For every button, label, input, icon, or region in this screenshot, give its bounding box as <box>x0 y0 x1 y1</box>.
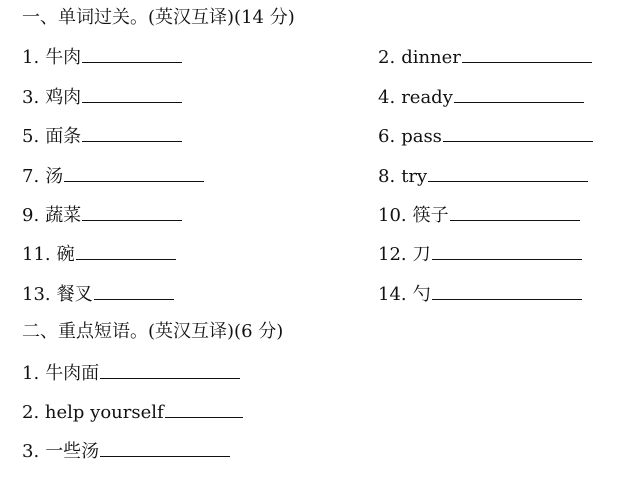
answer-blank[interactable] <box>82 84 182 103</box>
vocab-item-5 <box>22 123 182 149</box>
answer-blank[interactable] <box>82 44 182 63</box>
item-number: 7. <box>22 166 40 187</box>
answer-blank[interactable] <box>76 241 176 260</box>
item-text: help yourself <box>44 402 164 423</box>
item-text: 面条 <box>45 126 82 147</box>
item-number: 8. <box>378 166 396 187</box>
item-text: 牛肉面 <box>45 363 100 384</box>
item-text: 一些汤 <box>45 441 100 462</box>
vocab-item-11 <box>22 241 176 267</box>
vocab-item-4 <box>378 84 584 110</box>
vocab-item-10 <box>378 202 580 228</box>
answer-blank[interactable] <box>428 163 588 182</box>
item-number: 3. <box>22 441 40 462</box>
item-text: ready <box>401 87 453 108</box>
item-number: 6. <box>378 126 396 147</box>
answer-blank[interactable] <box>64 163 204 182</box>
phrase-item-3 <box>22 438 230 464</box>
vocab-item-1 <box>22 44 182 70</box>
answer-blank[interactable] <box>450 202 580 221</box>
item-number: 2. <box>22 402 40 423</box>
item-number: 4. <box>378 87 396 108</box>
answer-blank[interactable] <box>82 202 182 221</box>
vocab-item-12 <box>378 241 582 267</box>
item-text: 刀 <box>412 244 431 265</box>
item-text: dinner <box>401 47 461 68</box>
phrase-item-1 <box>22 360 240 386</box>
item-text: 牛肉 <box>45 47 82 68</box>
item-number: 14. <box>378 284 407 305</box>
item-number: 1. <box>22 47 40 68</box>
item-text: 汤 <box>45 166 64 187</box>
item-number: 3. <box>22 87 40 108</box>
item-text: 勺 <box>412 284 431 305</box>
item-number: 11. <box>22 244 51 265</box>
vocab-item-6 <box>378 123 593 149</box>
answer-blank[interactable] <box>443 123 593 142</box>
item-number: 2. <box>378 47 396 68</box>
item-text: 餐叉 <box>56 284 93 305</box>
vocab-item-7 <box>22 163 204 189</box>
vocab-item-9 <box>22 202 182 228</box>
vocab-item-2 <box>378 44 592 70</box>
answer-blank[interactable] <box>82 123 182 142</box>
item-text: 筷子 <box>412 205 449 226</box>
answer-blank[interactable] <box>432 241 582 260</box>
answer-blank[interactable] <box>462 44 592 63</box>
vocab-item-8 <box>378 163 588 189</box>
section-2-heading: 二、重点短语。(英汉互译)(6 分) <box>22 321 284 342</box>
vocab-item-3 <box>22 84 182 110</box>
item-number: 12. <box>378 244 407 265</box>
answer-blank[interactable] <box>165 399 243 418</box>
phrase-item-2 <box>22 399 243 425</box>
item-number: 10. <box>378 205 407 226</box>
item-number: 9. <box>22 205 40 226</box>
item-text: 碗 <box>56 244 75 265</box>
vocab-item-13 <box>22 281 174 307</box>
answer-blank[interactable] <box>100 438 230 457</box>
item-text: pass <box>401 126 442 147</box>
vocab-item-14 <box>378 281 582 307</box>
item-text: try <box>401 166 428 187</box>
answer-blank[interactable] <box>94 281 174 300</box>
answer-blank[interactable] <box>454 84 584 103</box>
item-number: 1. <box>22 363 40 384</box>
item-text: 鸡肉 <box>45 87 82 108</box>
item-number: 13. <box>22 284 51 305</box>
answer-blank[interactable] <box>432 281 582 300</box>
section-1-heading: 一、单词过关。(英汉互译)(14 分) <box>22 7 295 28</box>
answer-blank[interactable] <box>100 360 240 379</box>
item-text: 蔬菜 <box>45 205 82 226</box>
item-number: 5. <box>22 126 40 147</box>
